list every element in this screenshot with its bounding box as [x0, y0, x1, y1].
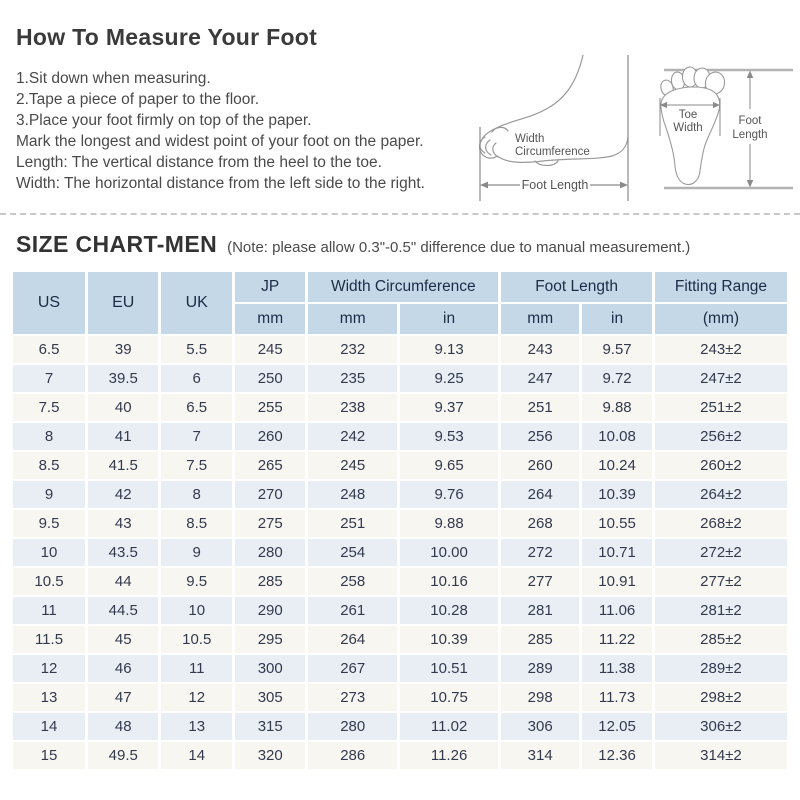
dashed-divider — [0, 213, 800, 215]
table-cell: 47 — [88, 684, 158, 711]
table-cell: 8 — [13, 423, 85, 450]
table-cell: 300 — [235, 655, 305, 682]
col-header-us: US — [13, 272, 85, 334]
table-row — [13, 452, 787, 479]
table-cell: 280 — [235, 539, 305, 566]
table-cell: 13 — [13, 684, 85, 711]
table-cell: 11.73 — [582, 684, 652, 711]
table-cell: 7.5 — [13, 394, 85, 421]
table-cell: 289±2 — [655, 655, 787, 682]
table-cell: 298±2 — [655, 684, 787, 711]
table-cell: 10.71 — [582, 539, 652, 566]
table-row — [13, 365, 787, 392]
table-cell: 9.72 — [582, 365, 652, 392]
table-cell: 11.22 — [582, 626, 652, 653]
col-header-eu: EU — [88, 272, 158, 334]
table-cell: 242 — [308, 423, 397, 450]
table-cell: 9.13 — [400, 336, 498, 363]
table-cell: 14 — [13, 713, 85, 740]
col-header-fitting-range: Fitting Range — [655, 272, 787, 302]
measure-section — [0, 0, 800, 213]
col-header-jp: JP — [235, 272, 305, 302]
table-row — [13, 655, 787, 682]
table-cell: 10.00 — [400, 539, 498, 566]
table-cell: 11 — [13, 597, 85, 624]
width-circumference-label: Width — [515, 133, 545, 145]
toe-width-label: Width — [673, 122, 703, 134]
toe-width-label: Toe — [678, 109, 698, 121]
table-cell: 260±2 — [655, 452, 787, 479]
table-cell: 9.57 — [582, 336, 652, 363]
table-cell: 15 — [13, 742, 85, 769]
table-cell: 260 — [235, 423, 305, 450]
table-cell: 290 — [235, 597, 305, 624]
table-row — [13, 510, 787, 537]
table-cell: 43.5 — [88, 539, 158, 566]
table-cell: 295 — [235, 626, 305, 653]
table-cell: 251 — [308, 510, 397, 537]
table-row — [13, 742, 787, 769]
table-cell: 243 — [501, 336, 579, 363]
table-cell: 268±2 — [655, 510, 787, 537]
arrowhead-down-icon — [747, 180, 754, 188]
table-cell: 45 — [88, 626, 158, 653]
table-cell: 289 — [501, 655, 579, 682]
table-cell: 264±2 — [655, 481, 787, 508]
table-cell: 268 — [501, 510, 579, 537]
table-cell: 42 — [88, 481, 158, 508]
table-cell: 10 — [13, 539, 85, 566]
table-cell: 10.39 — [582, 481, 652, 508]
foot-length-label: Foot Length — [521, 178, 589, 192]
table-cell: 11.06 — [582, 597, 652, 624]
table-cell: 280 — [308, 713, 397, 740]
size-chart-heading — [16, 231, 800, 258]
table-cell: 9.5 — [13, 510, 85, 537]
table-cell: 8 — [161, 481, 231, 508]
table-cell: 13 — [161, 713, 231, 740]
arrowhead-left-icon — [480, 182, 488, 189]
table-cell: 286 — [308, 742, 397, 769]
table-cell: 275 — [235, 510, 305, 537]
table-cell: 11.38 — [582, 655, 652, 682]
size-chart-table — [10, 270, 790, 771]
table-cell: 306 — [501, 713, 579, 740]
table-cell: 10.16 — [400, 568, 498, 595]
table-cell: 9.65 — [400, 452, 498, 479]
instructions-list — [16, 68, 425, 194]
table-cell: 267 — [308, 655, 397, 682]
instruction-line: Length: The vertical distance from the heel to the toe. — [16, 154, 382, 171]
table-row — [13, 539, 787, 566]
table-cell: 272±2 — [655, 539, 787, 566]
instruction-line: 1.Sit down when measuring. — [16, 70, 211, 87]
table-cell: 285±2 — [655, 626, 787, 653]
unit-fitting-mm: (mm) — [655, 304, 787, 334]
table-cell: 314±2 — [655, 742, 787, 769]
table-cell: 281 — [501, 597, 579, 624]
table-cell: 39.5 — [88, 365, 158, 392]
table-cell: 7.5 — [161, 452, 231, 479]
table-cell: 9.76 — [400, 481, 498, 508]
table-cell: 48 — [88, 713, 158, 740]
table-cell: 6.5 — [161, 394, 231, 421]
table-row — [13, 626, 787, 653]
table-cell: 49.5 — [88, 742, 158, 769]
table-cell: 40 — [88, 394, 158, 421]
table-cell: 7 — [161, 423, 231, 450]
table-cell: 11.02 — [400, 713, 498, 740]
table-row — [13, 336, 787, 363]
table-cell: 277 — [501, 568, 579, 595]
table-cell: 6 — [161, 365, 231, 392]
instruction-line: 3.Place your foot firmly on top of the paper. — [16, 112, 312, 129]
table-cell: 46 — [88, 655, 158, 682]
table-cell: 245 — [235, 336, 305, 363]
table-cell: 264 — [501, 481, 579, 508]
table-row — [13, 684, 787, 711]
table-cell: 9.5 — [161, 568, 231, 595]
table-cell: 254 — [308, 539, 397, 566]
table-cell: 43 — [88, 510, 158, 537]
table-cell: 10.75 — [400, 684, 498, 711]
instruction-line: Width: The horizontal distance from the left side to the right. — [16, 175, 425, 192]
table-cell: 260 — [501, 452, 579, 479]
table-cell: 255 — [235, 394, 305, 421]
table-cell: 256±2 — [655, 423, 787, 450]
table-cell: 7 — [13, 365, 85, 392]
foot-top-view-diagram — [640, 52, 800, 210]
table-cell: 39 — [88, 336, 158, 363]
table-cell: 10.5 — [13, 568, 85, 595]
table-cell: 10.51 — [400, 655, 498, 682]
table-cell: 12 — [13, 655, 85, 682]
table-cell: 265 — [235, 452, 305, 479]
table-cell: 272 — [501, 539, 579, 566]
table-cell: 261 — [308, 597, 397, 624]
table-cell: 285 — [235, 568, 305, 595]
table-cell: 273 — [308, 684, 397, 711]
table-cell: 251 — [501, 394, 579, 421]
table-cell: 243±2 — [655, 336, 787, 363]
table-cell: 44 — [88, 568, 158, 595]
table-cell: 314 — [501, 742, 579, 769]
table-cell: 320 — [235, 742, 305, 769]
table-cell: 251±2 — [655, 394, 787, 421]
table-cell: 10 — [161, 597, 231, 624]
table-cell: 5.5 — [161, 336, 231, 363]
table-row — [13, 394, 787, 421]
table-cell: 9 — [13, 481, 85, 508]
table-cell: 9.53 — [400, 423, 498, 450]
table-cell: 41 — [88, 423, 158, 450]
table-cell: 298 — [501, 684, 579, 711]
header-row-groups — [13, 272, 787, 302]
unit-fl-mm: mm — [501, 304, 579, 334]
table-cell: 12 — [161, 684, 231, 711]
table-cell: 6.5 — [13, 336, 85, 363]
table-cell: 305 — [235, 684, 305, 711]
table-cell: 264 — [308, 626, 397, 653]
table-cell: 238 — [308, 394, 397, 421]
table-row — [13, 713, 787, 740]
table-cell: 9.88 — [582, 394, 652, 421]
instruction-line: 2.Tape a piece of paper to the floor. — [16, 91, 260, 108]
table-cell: 10.24 — [582, 452, 652, 479]
col-header-width-circumference: Width Circumference — [308, 272, 498, 302]
table-cell: 10.28 — [400, 597, 498, 624]
col-header-foot-length: Foot Length — [501, 272, 652, 302]
table-row — [13, 481, 787, 508]
table-cell: 306±2 — [655, 713, 787, 740]
table-cell: 285 — [501, 626, 579, 653]
table-cell: 12.05 — [582, 713, 652, 740]
table-cell: 9.25 — [400, 365, 498, 392]
table-cell: 256 — [501, 423, 579, 450]
arrowhead-right-icon — [620, 182, 628, 189]
table-cell: 11.26 — [400, 742, 498, 769]
size-table-body — [13, 336, 787, 769]
table-cell: 247 — [501, 365, 579, 392]
table-cell: 248 — [308, 481, 397, 508]
table-row — [13, 423, 787, 450]
table-cell: 8.5 — [13, 452, 85, 479]
table-cell: 41.5 — [88, 452, 158, 479]
table-cell: 12.36 — [582, 742, 652, 769]
table-cell: 232 — [308, 336, 397, 363]
size-chart-title: SIZE CHART-MEN — [16, 231, 218, 257]
table-cell: 9.88 — [400, 510, 498, 537]
table-cell: 8.5 — [161, 510, 231, 537]
table-cell: 44.5 — [88, 597, 158, 624]
foot-side-view-diagram — [468, 55, 646, 207]
table-cell: 10.08 — [582, 423, 652, 450]
table-cell: 277±2 — [655, 568, 787, 595]
foot-length-label: Foot — [738, 115, 762, 127]
instruction-line: Mark the longest and widest point of your foot on the paper. — [16, 133, 424, 150]
table-cell: 247±2 — [655, 365, 787, 392]
table-cell: 258 — [308, 568, 397, 595]
table-cell: 10.91 — [582, 568, 652, 595]
page-title: How To Measure Your Foot — [16, 24, 318, 50]
table-cell: 10.55 — [582, 510, 652, 537]
size-chart-note: (Note: please allow 0.3"-0.5" difference due to manual measurement.) — [227, 239, 691, 256]
table-row — [13, 568, 787, 595]
unit-fl-in: in — [582, 304, 652, 334]
table-cell: 315 — [235, 713, 305, 740]
unit-wc-mm: mm — [308, 304, 397, 334]
unit-jp-mm: mm — [235, 304, 305, 334]
table-cell: 235 — [308, 365, 397, 392]
table-cell: 250 — [235, 365, 305, 392]
table-cell: 281±2 — [655, 597, 787, 624]
table-cell: 9 — [161, 539, 231, 566]
table-cell: 270 — [235, 481, 305, 508]
foot-length-label: Length — [732, 129, 768, 141]
unit-wc-in: in — [400, 304, 498, 334]
table-cell: 11.5 — [13, 626, 85, 653]
width-circumference-label: Circumference — [515, 146, 590, 158]
table-cell: 9.37 — [400, 394, 498, 421]
table-cell: 14 — [161, 742, 231, 769]
table-row — [13, 597, 787, 624]
table-cell: 245 — [308, 452, 397, 479]
col-header-uk: UK — [161, 272, 231, 334]
table-cell: 10.5 — [161, 626, 231, 653]
table-cell: 11 — [161, 655, 231, 682]
arrowhead-up-icon — [747, 71, 754, 79]
table-cell: 10.39 — [400, 626, 498, 653]
